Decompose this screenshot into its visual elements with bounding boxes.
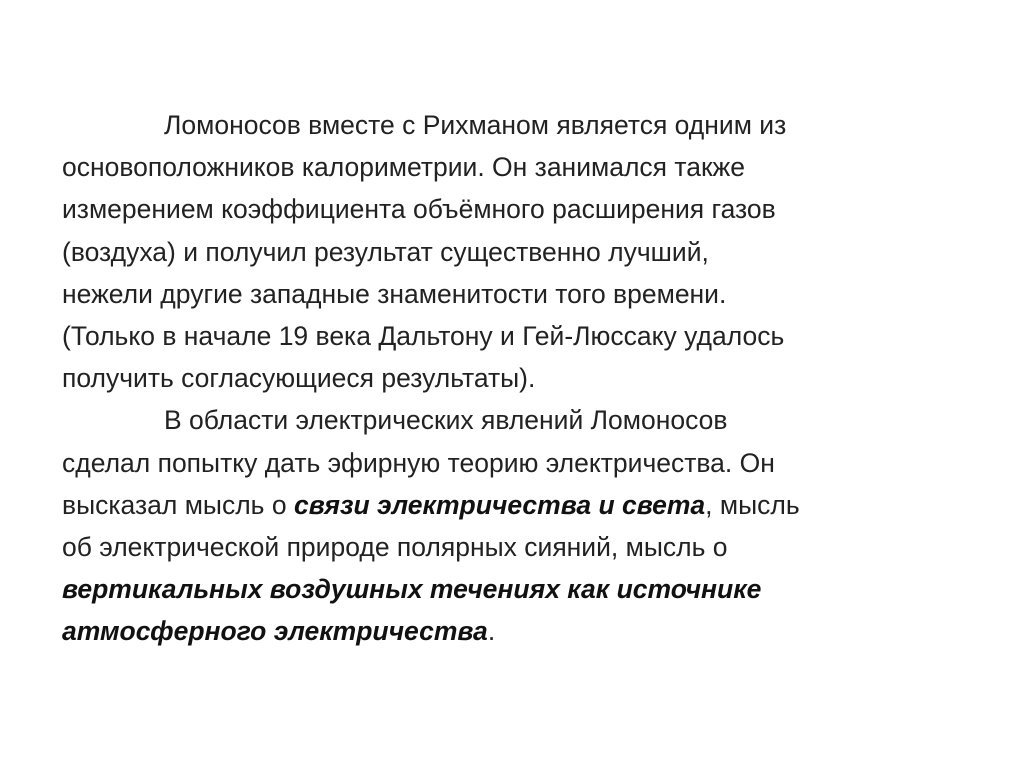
- text-line: [62, 484, 962, 526]
- text-line: В области электрических явлений Ломоносов: [164, 405, 728, 436]
- text-fragment: высказал мысль о: [62, 489, 294, 520]
- text-line: (Только в начале 19 века Дальтону и Гей-Люссаку удалось: [62, 321, 785, 352]
- emphasis-atmospheric-electricity: атмосферного электричества: [62, 616, 488, 647]
- text-fragment: , мысль: [705, 489, 800, 520]
- text-line: нежели другие западные знаменитости того времени.: [62, 278, 727, 309]
- text-line: получить согласующиеся результаты).: [62, 363, 536, 394]
- paragraph-calorimetry: [62, 104, 962, 399]
- text-line: об электрической природе полярных сияний, мысль о: [62, 532, 728, 563]
- text-line: [62, 610, 962, 652]
- emphasis-air-currents: вертикальных воздушных течениях как источнике: [62, 574, 762, 605]
- paragraph-electricity: [62, 399, 962, 652]
- text-fragment: .: [487, 616, 496, 647]
- text-line: Ломоносов вместе с Рихманом является одним из: [164, 110, 787, 140]
- text-line: основоположников калориметрии. Он занимался также: [62, 152, 746, 183]
- slide-text-body: [62, 104, 962, 653]
- text-line: измерением коэффициента объёмного расширения газов: [62, 194, 776, 225]
- text-line: сделал попытку дать эфирную теорию электричества. Он: [62, 447, 775, 478]
- text-line: (воздуха) и получил результат существенно лучший,: [62, 236, 709, 267]
- emphasis-light-electricity: связи электричества и света: [293, 489, 706, 520]
